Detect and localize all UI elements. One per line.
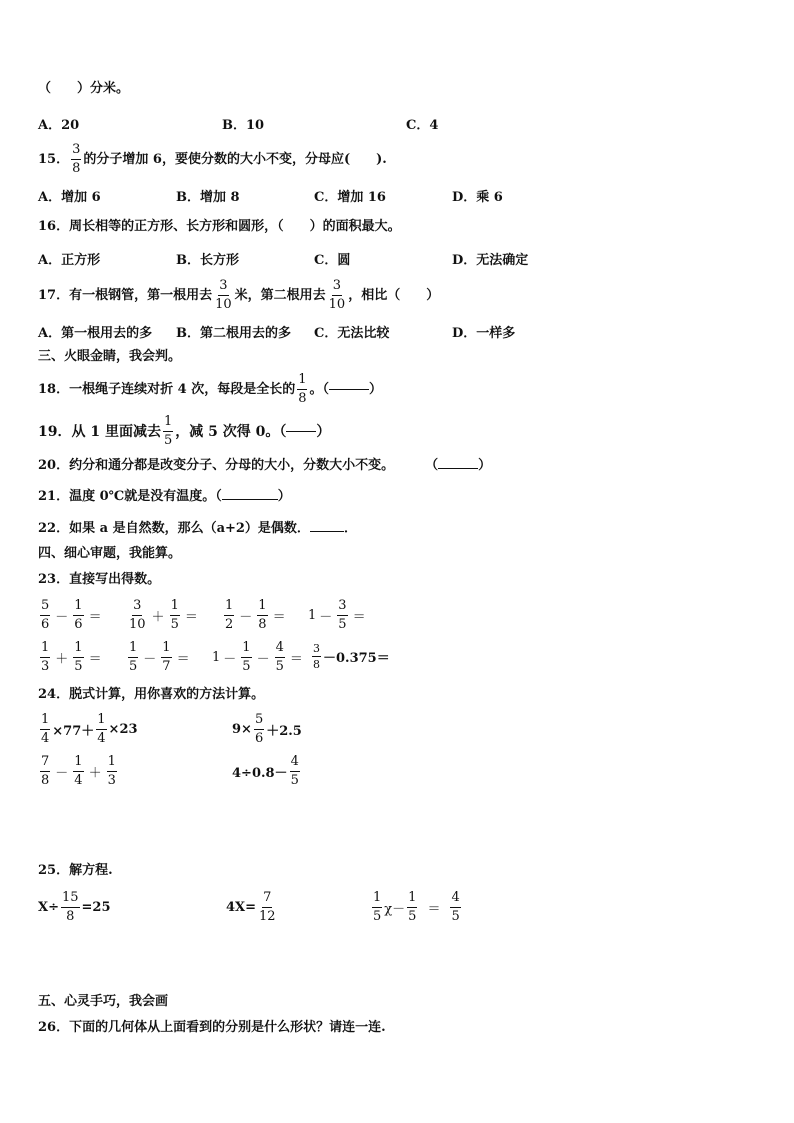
q19-stem — [38, 414, 330, 449]
q21-text: 21．温度 0℃就是没有温度。（ — [38, 489, 222, 504]
q17-option-c[interactable]: C．无法比较 — [314, 326, 390, 341]
q19-answer-blank[interactable] — [286, 431, 316, 432]
q22-answer-blank[interactable] — [310, 531, 344, 532]
q17-mid: 米，第二根用去 — [234, 287, 326, 303]
q15-text: 的分子增加 6，要使分数的大小不变，分母应( ). — [83, 151, 387, 167]
q14-option-b[interactable]: B．10 — [222, 118, 265, 133]
q23-expr-8: $\frac{3}{8}$ －0.375＝ — [313, 642, 390, 671]
q24-expr-2: 9× $\frac{5}{6}$ ＋2.5 — [232, 712, 302, 746]
section-3-heading: 三、火眼金睛，我会判。 — [38, 349, 182, 364]
q17-stem — [38, 278, 439, 313]
q17-fraction-1: $\frac{3}{10}$ — [215, 278, 232, 312]
q18-fraction: $\frac{1}{8}$ — [298, 372, 307, 406]
q18-pre: 18．一根绳子连续对折 4 次，每段是全长的 — [38, 381, 296, 397]
q14-paren: （ ） — [38, 81, 91, 96]
q15-stem — [38, 142, 387, 177]
section-5-heading: 五、心灵手巧，我会画 — [38, 994, 169, 1009]
q16-option-c[interactable]: C．圆 — [314, 253, 351, 268]
q16-option-b[interactable]: B．长方形 — [176, 253, 239, 268]
q20-close: ） — [478, 458, 492, 473]
q25-stem: 25．解方程. — [38, 863, 113, 878]
q16-option-d[interactable]: D．无法确定 — [452, 253, 529, 268]
q17-option-d[interactable]: D．一样多 — [452, 326, 516, 341]
q19-fraction: $\frac{1}{5}$ — [163, 414, 173, 448]
q24-expr-4: 4÷0.8－ $\frac{4}{5}$ — [232, 754, 299, 788]
q18-post: 。（ — [309, 381, 329, 397]
q17-option-a[interactable]: A．第一根用去的多 — [38, 326, 153, 341]
q25-expr-1: X÷ $\frac{15}{8}$ =25 — [38, 890, 111, 924]
q26-stem: 26．下面的几何体从上面看到的分别是什么形状？请连一连. — [38, 1020, 386, 1035]
q20-answer-blank[interactable] — [438, 468, 478, 469]
q20-open: （ — [425, 458, 439, 473]
q22-stem — [38, 520, 357, 538]
q15-fraction: $\frac{3}{8}$ — [72, 142, 81, 176]
q14-option-a[interactable]: A．20 — [38, 118, 80, 133]
section-4-heading: 四、细心审题，我能算。 — [38, 546, 182, 561]
q23-expr-1: $\frac{5}{6}$ － $\frac{1}{6}$ ＝ — [41, 598, 102, 632]
q23-stem: 23．直接写出得数。 — [38, 572, 161, 587]
q17-pre: 17．有一根钢管，第一根用去 — [38, 287, 213, 303]
q15-option-b[interactable]: B．增加 8 — [176, 190, 240, 205]
q14-option-c[interactable]: C．4 — [406, 118, 439, 133]
q23-expr-4: 1 － $\frac{3}{5}$ ＝ — [308, 598, 366, 632]
q22-end: ． — [343, 521, 357, 536]
q23-expr-2: $\frac{3}{10}$ ＋ $\frac{1}{5}$ ＝ — [129, 598, 198, 632]
q15-option-d[interactable]: D．乘 6 — [452, 190, 503, 205]
q19-post: ，减 5 次得 0。（ — [175, 423, 287, 440]
q25-expr-2: 4X= $\frac{7}{12}$ — [226, 890, 276, 924]
q25-expr-3: $\frac{1}{5}$ χ－ $\frac{1}{5}$ ＝ $\frac{4}{5}$ — [373, 890, 460, 924]
q18-close: ） — [369, 381, 383, 397]
q23-expr-7: 1 － $\frac{1}{5}$ － $\frac{4}{5}$ ＝ — [212, 640, 303, 674]
q14-tail — [38, 80, 129, 98]
q18-stem — [38, 372, 382, 407]
q23-expr-5: $\frac{1}{3}$ ＋ $\frac{1}{5}$ ＝ — [41, 640, 102, 674]
q24-expr-3: $\frac{7}{8}$ － $\frac{1}{4}$ ＋ $\frac{1}{3}$ — [41, 754, 116, 788]
q21-close: ） — [277, 489, 291, 504]
q16-option-a[interactable]: A．正方形 — [38, 253, 101, 268]
q24-stem: 24．脱式计算，用你喜欢的方法计算。 — [38, 687, 265, 702]
q23-expr-6: $\frac{1}{5}$ － $\frac{1}{7}$ ＝ — [129, 640, 190, 674]
q15-option-a[interactable]: A．增加 6 — [38, 190, 101, 205]
q14-text: 分米。 — [90, 81, 130, 96]
q19-pre: 19．从 1 里面减去 — [38, 423, 161, 440]
q15-number: 15． — [38, 151, 70, 167]
q17-fraction-2: $\frac{3}{10}$ — [328, 278, 346, 312]
q18-answer-blank[interactable] — [329, 389, 369, 390]
q20-text: 20．约分和通分都是改变分子、分母的大小，分数大小不变。 — [38, 458, 395, 473]
q15-option-c[interactable]: C．增加 16 — [314, 190, 386, 205]
q21-answer-blank[interactable] — [222, 499, 278, 500]
q21-stem — [38, 488, 291, 506]
q17-option-b[interactable]: B．第二根用去的多 — [176, 326, 291, 341]
q23-expr-3: $\frac{1}{2}$ － $\frac{1}{8}$ ＝ — [225, 598, 286, 632]
q20-stem — [38, 457, 491, 475]
q22-text: 22．如果 a 是自然数，那么（a+2）是偶数． — [38, 521, 310, 536]
q16-stem: 16．周长相等的正方形、长方形和圆形，（ ）的面积最大。 — [38, 219, 401, 234]
q24-expr-1: $\frac{1}{4}$ ×77＋ $\frac{1}{4}$ ×23 — [41, 712, 138, 746]
q19-close: ） — [316, 423, 331, 440]
q17-post: ，相比（ ） — [348, 287, 440, 303]
